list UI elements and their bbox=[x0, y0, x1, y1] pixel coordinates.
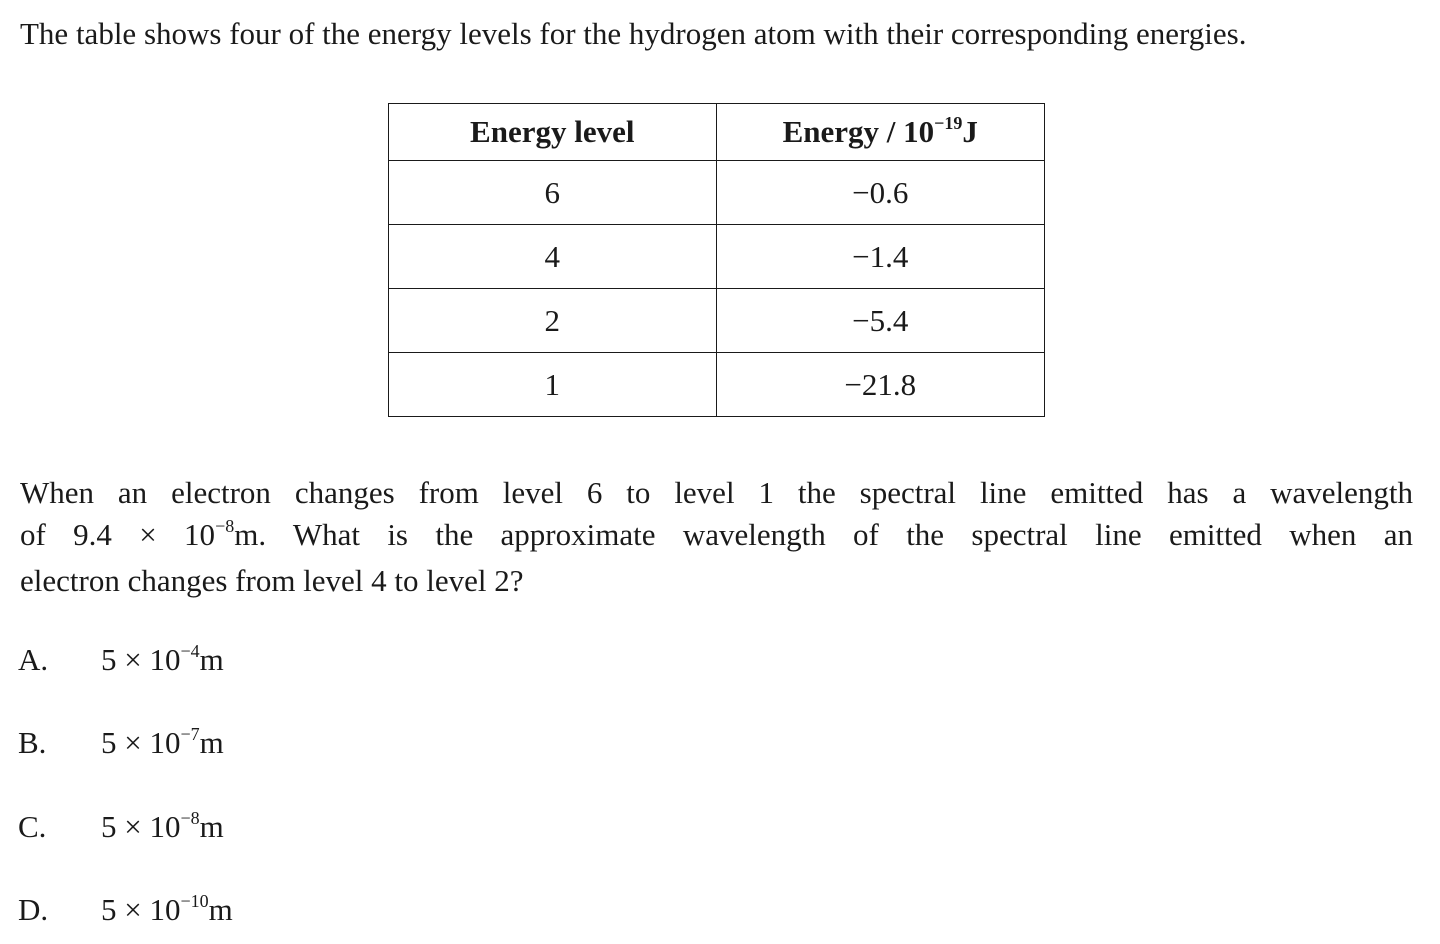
option-mantissa: 5 × 10 bbox=[101, 642, 181, 677]
cell-level: 1 bbox=[389, 353, 717, 417]
question-continuation: m. What is the approximate wavelength of the spectral line emitted when an bbox=[234, 517, 1413, 552]
option-exponent: −4 bbox=[180, 641, 200, 661]
option-exponent: −10 bbox=[180, 891, 209, 911]
header-energy-unit: J bbox=[962, 114, 978, 149]
option-mantissa: 5 × 10 bbox=[101, 809, 181, 844]
option-a[interactable] bbox=[18, 640, 224, 684]
question-line-2 bbox=[20, 514, 1413, 560]
intro-text: The table shows four of the energy levels for the hydrogen atom with their corresponding energies. bbox=[20, 16, 1247, 51]
option-letter: D. bbox=[18, 892, 49, 927]
option-mantissa: 5 × 10 bbox=[101, 725, 181, 760]
cell-energy: −0.6 bbox=[716, 161, 1045, 225]
cell-energy: −21.8 bbox=[716, 353, 1045, 417]
table-header-row bbox=[389, 104, 1045, 161]
header-energy bbox=[716, 104, 1045, 161]
table-row bbox=[389, 353, 1045, 417]
header-energy-exponent: −19 bbox=[934, 113, 963, 133]
option-d[interactable] bbox=[18, 890, 233, 934]
question-exponent: −8 bbox=[215, 516, 235, 536]
cell-energy: −5.4 bbox=[716, 289, 1045, 353]
header-energy-level: Energy level bbox=[389, 104, 717, 161]
option-c[interactable] bbox=[18, 807, 224, 851]
option-b[interactable] bbox=[18, 723, 224, 767]
option-unit: m bbox=[199, 725, 224, 760]
question-line-1: When an electron changes from level 6 to level 1 the spectral line emitted has a wavelength bbox=[20, 475, 1413, 510]
table-row bbox=[389, 289, 1045, 353]
option-unit: m bbox=[208, 892, 233, 927]
question-text bbox=[20, 472, 1413, 602]
table-row bbox=[389, 225, 1045, 289]
cell-level: 4 bbox=[389, 225, 717, 289]
option-mantissa: 5 × 10 bbox=[101, 892, 181, 927]
option-exponent: −8 bbox=[180, 808, 200, 828]
option-letter: A. bbox=[18, 642, 49, 677]
option-unit: m bbox=[199, 809, 224, 844]
header-energy-prefix: Energy / 10 bbox=[782, 114, 935, 149]
energy-level-table bbox=[388, 103, 1045, 417]
question-value: of 9.4 × 10 bbox=[20, 517, 216, 552]
question-line-3: electron changes from level 4 to level 2? bbox=[20, 563, 524, 598]
table-row bbox=[389, 161, 1045, 225]
cell-energy: −1.4 bbox=[716, 225, 1045, 289]
option-exponent: −7 bbox=[180, 724, 200, 744]
option-unit: m bbox=[199, 642, 224, 677]
option-letter: B. bbox=[18, 725, 47, 760]
cell-level: 2 bbox=[389, 289, 717, 353]
option-letter: C. bbox=[18, 809, 47, 844]
cell-level: 6 bbox=[389, 161, 717, 225]
